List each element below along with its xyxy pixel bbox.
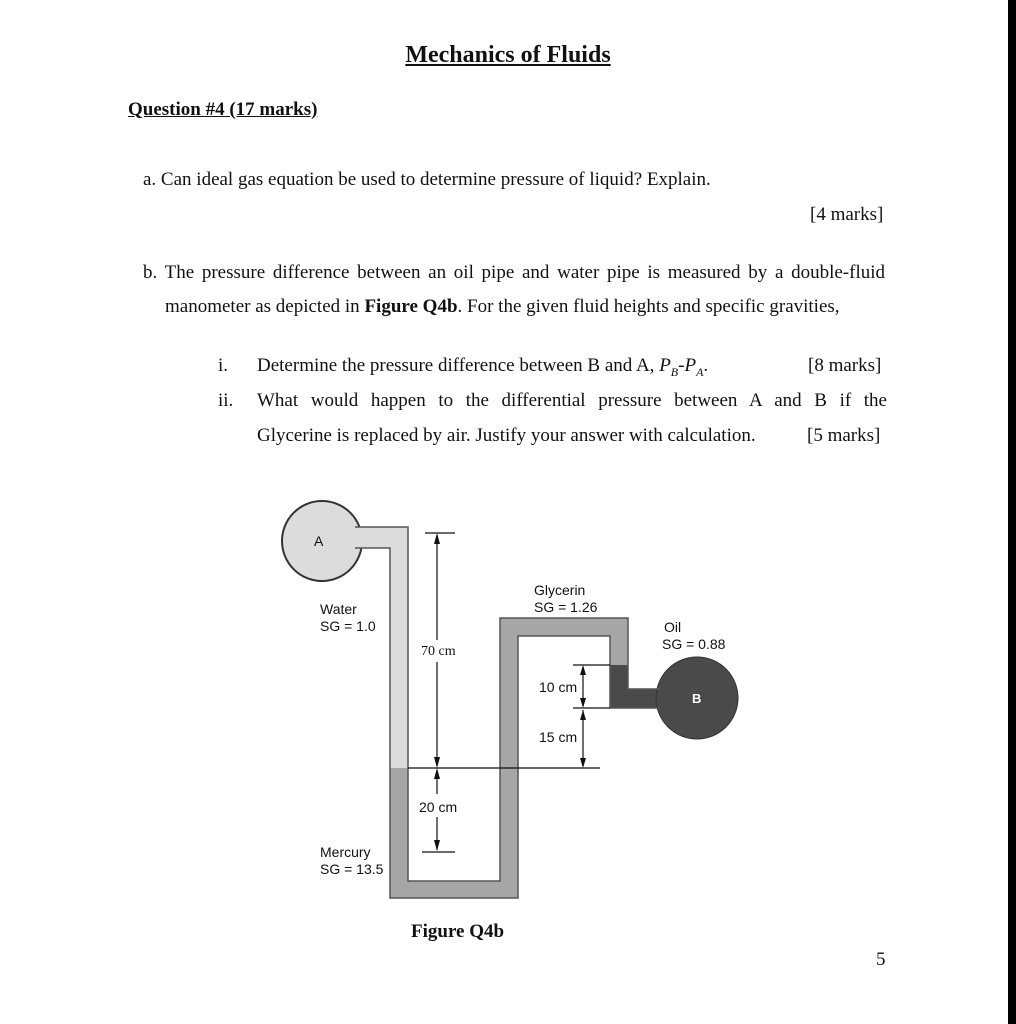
pipe-b-label: B bbox=[692, 691, 702, 706]
dim-10-arrow-bottom bbox=[580, 698, 586, 708]
item-ii-marks: [5 marks] bbox=[807, 425, 881, 446]
water-name-label: Water bbox=[320, 601, 357, 617]
document-title: Mechanics of Fluids bbox=[405, 42, 611, 68]
dim-15-arrow-bottom bbox=[580, 758, 586, 768]
oil-sg-label: SG = 0.88 bbox=[662, 636, 726, 652]
water-column bbox=[355, 527, 408, 768]
question-heading: Question #4 (17 marks) bbox=[128, 99, 318, 120]
dim-20-arrow-bottom bbox=[434, 840, 440, 851]
part-b-line-1: b. The pressure difference between an oil pipe and water pipe is measured by a double-fluid bbox=[143, 262, 885, 283]
figure-caption: Figure Q4b bbox=[411, 921, 505, 942]
part-a-text: a. Can ideal gas equation be used to determine pressure of liquid? Explain. bbox=[143, 169, 711, 190]
dim-20-label: 20 cm bbox=[419, 799, 458, 815]
item-i-number: i. bbox=[218, 355, 229, 376]
dim-70-arrow-bottom bbox=[434, 757, 440, 768]
glycerin-name-label: Glycerin bbox=[534, 582, 586, 598]
item-ii-line-2: Glycerine is replaced by air. Justify your answer with calculation. bbox=[257, 425, 756, 446]
page-number: 5 bbox=[876, 949, 886, 970]
part-b-line-2: manometer as depicted in Figure Q4b. For the given fluid heights and specific gravities, bbox=[165, 296, 840, 317]
mercury-sg-label: SG = 13.5 bbox=[320, 861, 384, 877]
dim-70-arrow-top bbox=[434, 533, 440, 544]
mercury-name-label: Mercury bbox=[320, 844, 371, 860]
pipe-a-label: A bbox=[314, 533, 324, 549]
item-i-marks: [8 marks] bbox=[808, 355, 882, 376]
dim-15-label: 15 cm bbox=[539, 729, 578, 745]
figure-reference: Figure Q4b bbox=[364, 296, 458, 317]
water-sg-label: SG = 1.0 bbox=[320, 618, 376, 634]
item-ii-number: ii. bbox=[218, 390, 234, 411]
dim-15-arrow-top bbox=[580, 710, 586, 720]
oil-name-label: Oil bbox=[664, 619, 682, 635]
dim-10-arrow-top bbox=[580, 665, 586, 675]
glycerin-sg-label: SG = 1.26 bbox=[534, 599, 598, 615]
item-i-text: Determine the pressure difference between B and A, $P_B-P_A$. bbox=[257, 355, 709, 379]
item-ii-line-1: What would happen to the differential pressure between A and B if the bbox=[257, 390, 887, 411]
dim-10-label: 10 cm bbox=[539, 679, 578, 695]
dim-70-label: 70 cm bbox=[421, 644, 456, 659]
mercury-column bbox=[390, 768, 518, 898]
part-a-marks: [4 marks] bbox=[810, 204, 884, 225]
